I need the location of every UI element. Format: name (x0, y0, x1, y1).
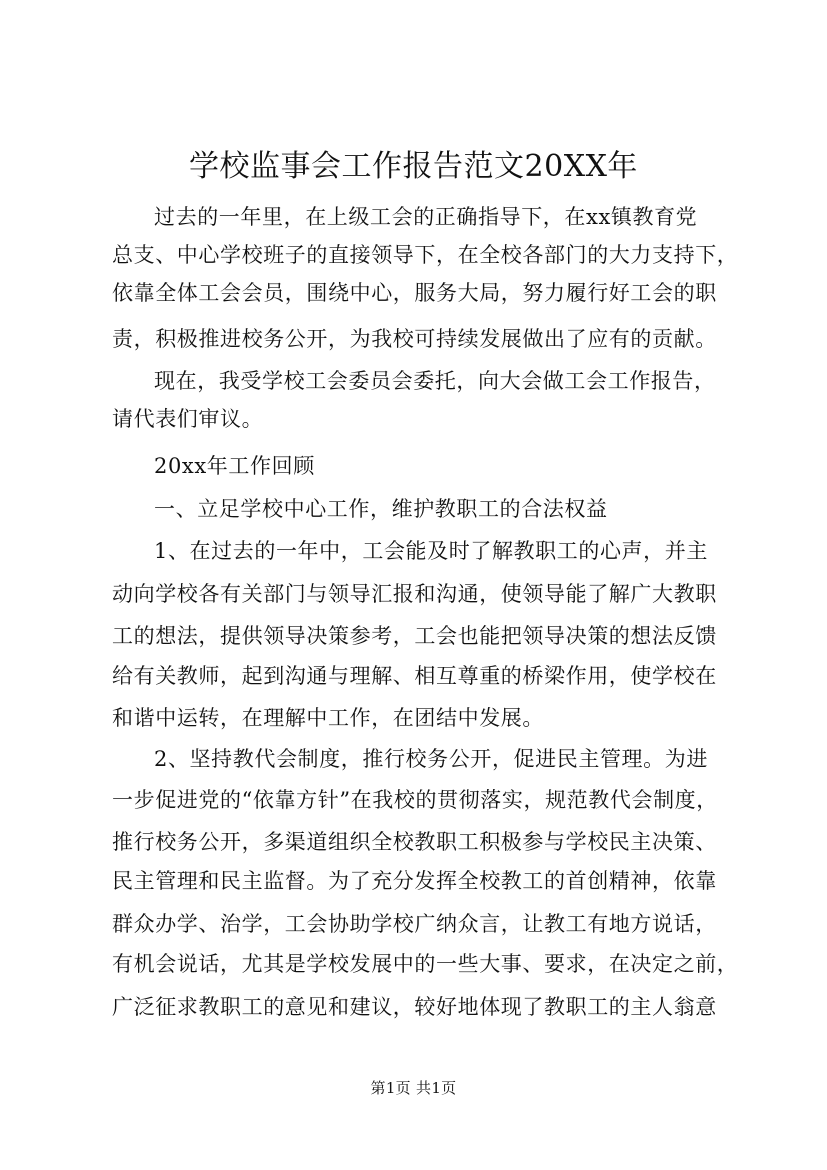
paragraph-line: 请代表们审议。 (112, 407, 264, 431)
paragraph-line: 给有关教师，起到沟通与理解、相互尊重的桥梁作用，使学校在 (112, 664, 717, 688)
paragraph-line: 动向学校各有关部门与领导汇报和沟通，使领导能了解广大教职 (112, 582, 717, 606)
paragraph-line: 一步促进党的“依靠方针”在我校的贯彻落实，规范教代会制度， (112, 788, 718, 812)
paragraph-line: 依靠全体工会会员，围绕中心，服务大局，努力履行好工会的职 (112, 281, 717, 305)
paragraph-line: 和谐中运转，在理解中工作，在团结中发展。 (112, 706, 544, 730)
paragraph-line: 1、在过去的一年中，工会能及时了解教职工的心声，并主 (154, 539, 708, 563)
paragraph-line: 群众办学、治学，工会协助学校广纳众言，让教工有地方说话， (112, 912, 717, 936)
page-number-footer: 第1页 共1页 (370, 1079, 457, 1097)
paragraph-line: 推行校务公开，多渠道组织全校教职工积极参与学校民主决策、 (112, 830, 717, 854)
document-title: 学校监事会工作报告范文20XX年 (189, 149, 638, 184)
paragraph-line: 过去的一年里，在上级工会的正确指导下，在xx镇教育党 (154, 205, 698, 229)
paragraph-line: 责，积极推进校务公开，为我校可持续发展做出了应有的贡献。 (112, 327, 717, 351)
section-heading: 20xx年工作回顾 (154, 454, 315, 478)
paragraph-line: 工的想法，提供领导决策参考，工会也能把领导决策的想法反馈 (112, 624, 717, 648)
paragraph-line: 2、坚持教代会制度，推行校务公开，促进民主管理。为进 (154, 747, 708, 771)
section-heading: 一、立足学校中心工作，维护教职工的合法权益 (154, 497, 608, 521)
paragraph-line: 广泛征求教职工的意见和建议，较好地体现了教职工的主人翁意 (112, 995, 717, 1019)
paragraph-line: 有机会说话，尤其是学校发展中的一些大事、要求，在决定之前， (112, 952, 739, 976)
paragraph-line: 现在，我受学校工会委员会委托，向大会做工会工作报告， (154, 369, 716, 393)
paragraph-line: 民主管理和民主监督。为了充分发挥全校教工的首创精神，依靠 (112, 869, 717, 893)
paragraph-line: 总支、中心学校班子的直接领导下，在全校各部门的大力支持下， (112, 243, 739, 267)
